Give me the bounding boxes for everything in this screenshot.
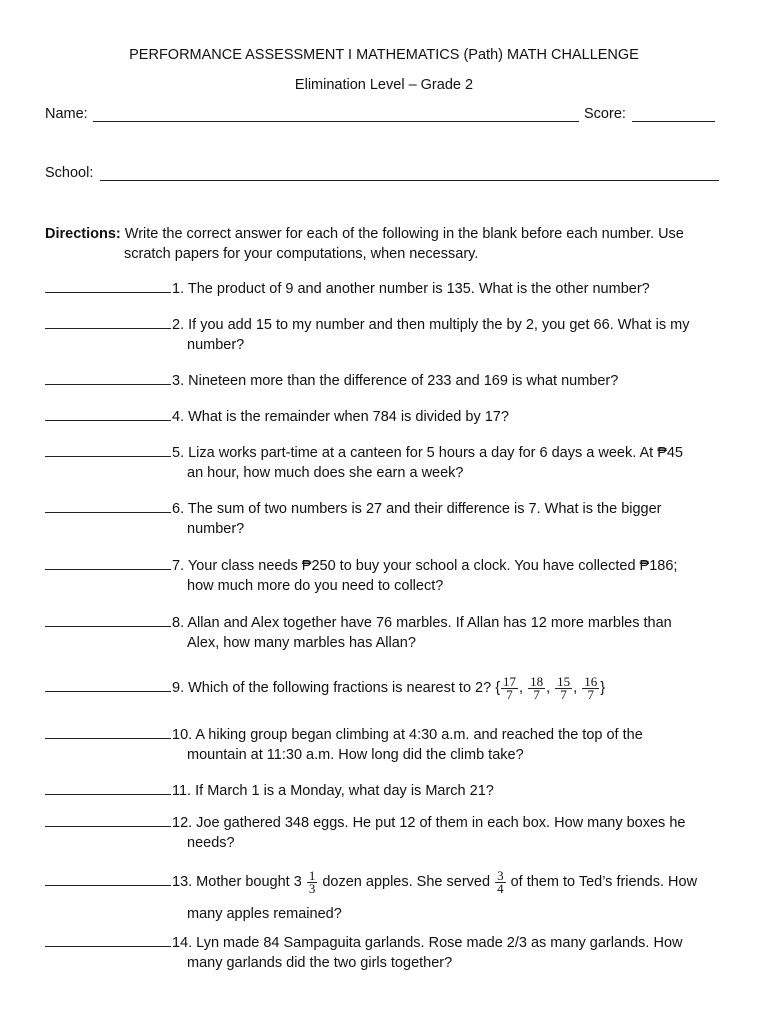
question-8 xyxy=(45,613,735,653)
directions-text: Write the correct answer for each of the following in the blank before each number. Use xyxy=(124,226,684,242)
fraction-one-third: $\frac{1}{3}$ xyxy=(308,867,316,896)
question-13-text-2: dozen apples. She served xyxy=(322,874,491,890)
question-4-text: 4. What is the remainder when 784 is divided by 17? xyxy=(172,409,509,425)
question-9-close: } xyxy=(600,680,606,696)
answer-blank-1[interactable] xyxy=(45,279,171,293)
directions-text-cont: scratch papers for your computations, when necessary. xyxy=(124,246,479,262)
answer-blank-12[interactable] xyxy=(45,813,171,827)
question-5-text: 5. Liza works part-time at a canteen for 5 hours a day for 6 days a week. At ₱45 xyxy=(172,445,683,461)
question-2-text: 2. If you add 15 to my number and then multiply the by 2, you get 66. What is my xyxy=(172,317,690,333)
directions-label: Directions: xyxy=(45,226,121,242)
question-1 xyxy=(45,279,735,299)
answer-blank-6[interactable] xyxy=(45,499,171,513)
question-7 xyxy=(45,556,735,596)
score-label: Score: xyxy=(584,106,626,122)
question-9-text: 9. Which of the following fractions is nearest to 2? { xyxy=(172,680,501,696)
name-field[interactable] xyxy=(93,121,579,122)
fraction-option-3: $\frac{15}{7}$ xyxy=(557,673,571,702)
answer-blank-2[interactable] xyxy=(45,315,171,329)
answer-blank-14[interactable] xyxy=(45,933,171,947)
question-11-text: 11. If March 1 is a Monday, what day is March 21? xyxy=(172,783,494,799)
answer-blank-11[interactable] xyxy=(45,781,171,795)
question-13 xyxy=(45,866,735,898)
question-14-text-cont: many garlands did the two girls together? xyxy=(187,955,453,971)
question-8-text: 8. Allan and Alex together have 76 marbles. If Allan has 12 more marbles than xyxy=(172,615,672,631)
question-13-cont xyxy=(45,904,735,924)
question-6 xyxy=(45,499,735,539)
school-label: School: xyxy=(45,165,94,181)
fraction-three-fourths: $\frac{3}{4}$ xyxy=(497,867,504,896)
question-4 xyxy=(45,407,735,427)
school-field[interactable] xyxy=(100,180,719,181)
fraction-option-1: $\frac{17}{7}$ xyxy=(503,673,517,702)
answer-blank-5[interactable] xyxy=(45,443,171,457)
question-12 xyxy=(45,813,735,853)
question-13-text: 13. Mother bought 3 xyxy=(172,874,302,890)
question-5-text-cont: an hour, how much does she earn a week? xyxy=(187,465,464,481)
answer-blank-4[interactable] xyxy=(45,407,171,421)
question-14 xyxy=(45,933,735,973)
answer-blank-8[interactable] xyxy=(45,613,171,627)
answer-blank-13[interactable] xyxy=(45,872,171,886)
question-10 xyxy=(45,725,735,765)
score-field[interactable] xyxy=(632,121,715,122)
fraction-option-2: $\frac{18}{7}$ xyxy=(530,673,544,702)
page-title: PERFORMANCE ASSESSMENT I MATHEMATICS (Path) MATH CHALLENGE xyxy=(129,47,639,63)
question-14-text: 14. Lyn made 84 Sampaguita garlands. Rose made 2/3 as many garlands. How xyxy=(172,935,683,951)
question-2 xyxy=(45,315,735,355)
question-10-text-cont: mountain at 11:30 a.m. How long did the climb take? xyxy=(187,747,524,763)
answer-blank-9[interactable] xyxy=(45,678,171,692)
answer-blank-10[interactable] xyxy=(45,725,171,739)
question-8-text-cont: Alex, how many marbles has Allan? xyxy=(187,635,416,651)
question-7-text-cont: how much more do you need to collect? xyxy=(187,578,444,594)
question-6-text-cont: number? xyxy=(187,521,245,537)
answer-blank-7[interactable] xyxy=(45,556,171,570)
question-3 xyxy=(45,371,735,391)
answer-blank-3[interactable] xyxy=(45,371,171,385)
question-6-text: 6. The sum of two numbers is 27 and their difference is 7. What is the bigger xyxy=(172,501,662,517)
question-1-text: 1. The product of 9 and another number is 135. What is the other number? xyxy=(172,281,650,297)
question-3-text: 3. Nineteen more than the difference of 233 and 169 is what number? xyxy=(172,373,619,389)
question-12-text: 12. Joe gathered 348 eggs. He put 12 of them in each box. How many boxes he xyxy=(172,815,686,831)
directions xyxy=(45,224,735,264)
question-9: 9. Which of the following fractions is nearest to 2? { $\frac{17}{7}$ , $\frac{18}{7}$ , $\frac{15}{7}$ , $\frac{16}{7}$ } xyxy=(45,672,735,704)
question-5 xyxy=(45,443,735,483)
page-subtitle: Elimination Level – Grade 2 xyxy=(294,77,474,93)
question-11 xyxy=(45,781,735,801)
question-10-text: 10. A hiking group began climbing at 4:30 a.m. and reached the top of the xyxy=(172,727,643,743)
question-13-text-3: of them to Ted’s friends. How xyxy=(510,874,698,890)
name-label: Name: xyxy=(45,106,88,122)
question-2-text-cont: number? xyxy=(187,337,245,353)
question-13-text-cont: many apples remained? xyxy=(187,906,342,922)
fraction-option-4: $\frac{16}{7}$ xyxy=(584,673,598,702)
question-12-text-cont: needs? xyxy=(187,835,235,851)
question-7-text: 7. Your class needs ₱250 to buy your school a clock. You have collected ₱186; xyxy=(172,558,678,574)
